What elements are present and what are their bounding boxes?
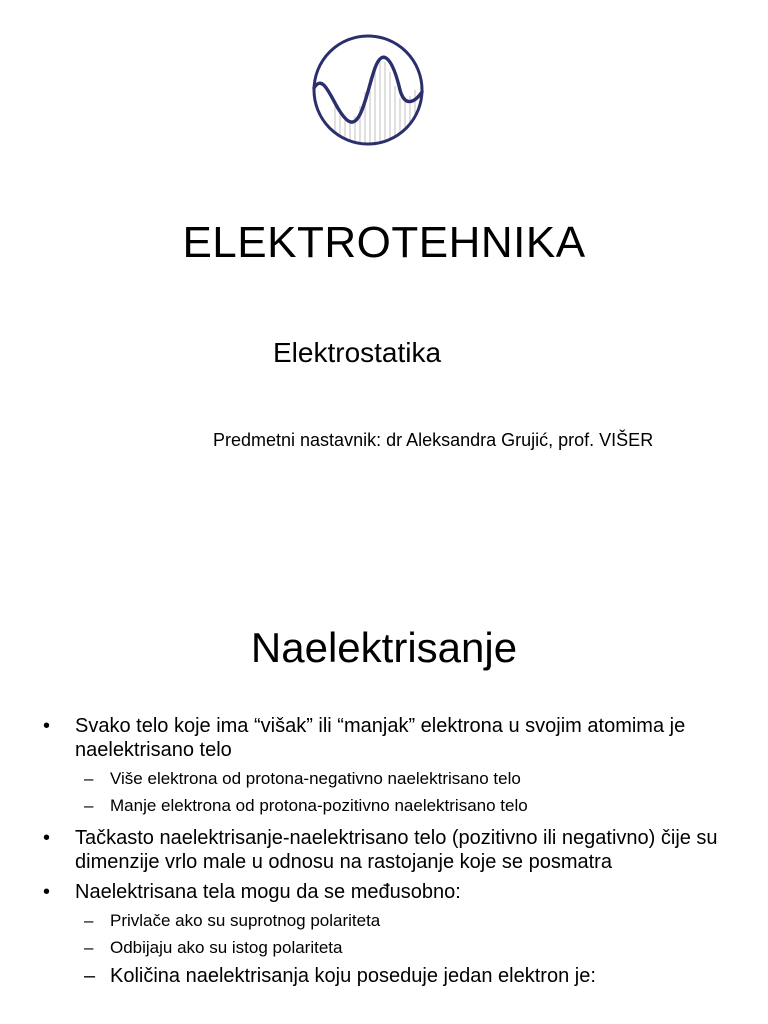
bullet-icon: • — [43, 827, 51, 849]
list-item: • Svako telo koje ima “višak” ili “manjak” elektrona u svojim atomima je naelektrisano telo — [43, 715, 686, 761]
dash-icon: – — [84, 796, 94, 815]
bullet-icon: • — [43, 715, 51, 737]
list-item: – Manje elektrona od protona-pozitivno naelektrisano telo — [84, 796, 528, 815]
teacher-credit: Predmetni nastavnik: dr Aleksandra Grujić, prof. VIŠER — [213, 430, 654, 450]
bullet-list — [38, 714, 758, 994]
list-item: – Odbijaju ako su istog polariteta — [84, 938, 343, 957]
dash-icon: – — [84, 965, 96, 987]
dash-icon: – — [84, 938, 94, 957]
list-item: – Količina naelektrisanja koju poseduje jedan elektron je: — [84, 965, 596, 987]
bullet-icon: • — [43, 881, 51, 903]
list-item: – Privlače ako su suprotnog polariteta — [84, 911, 381, 930]
dash-icon: – — [84, 769, 94, 788]
list-item: – Više elektrona od protona-negativno naelektrisano telo — [84, 769, 521, 788]
presentation-subtitle: Elektrostatika — [273, 337, 442, 368]
list-item: • Tačkasto naelektrisanje-naelektrisano telo (pozitivno ili negativno) čije su dimenzije vrlo male u odnosu na rastojanje koje se posmatra — [43, 827, 718, 873]
dash-icon: – — [84, 911, 94, 930]
slide-title: Naelektrisanje — [250, 624, 518, 671]
presentation-title: ELEKTROTEHNIKA — [182, 218, 586, 267]
sine-wave-logo-icon — [305, 30, 431, 150]
list-item: • Naelektrisana tela mogu da se međusobno: — [43, 881, 461, 903]
